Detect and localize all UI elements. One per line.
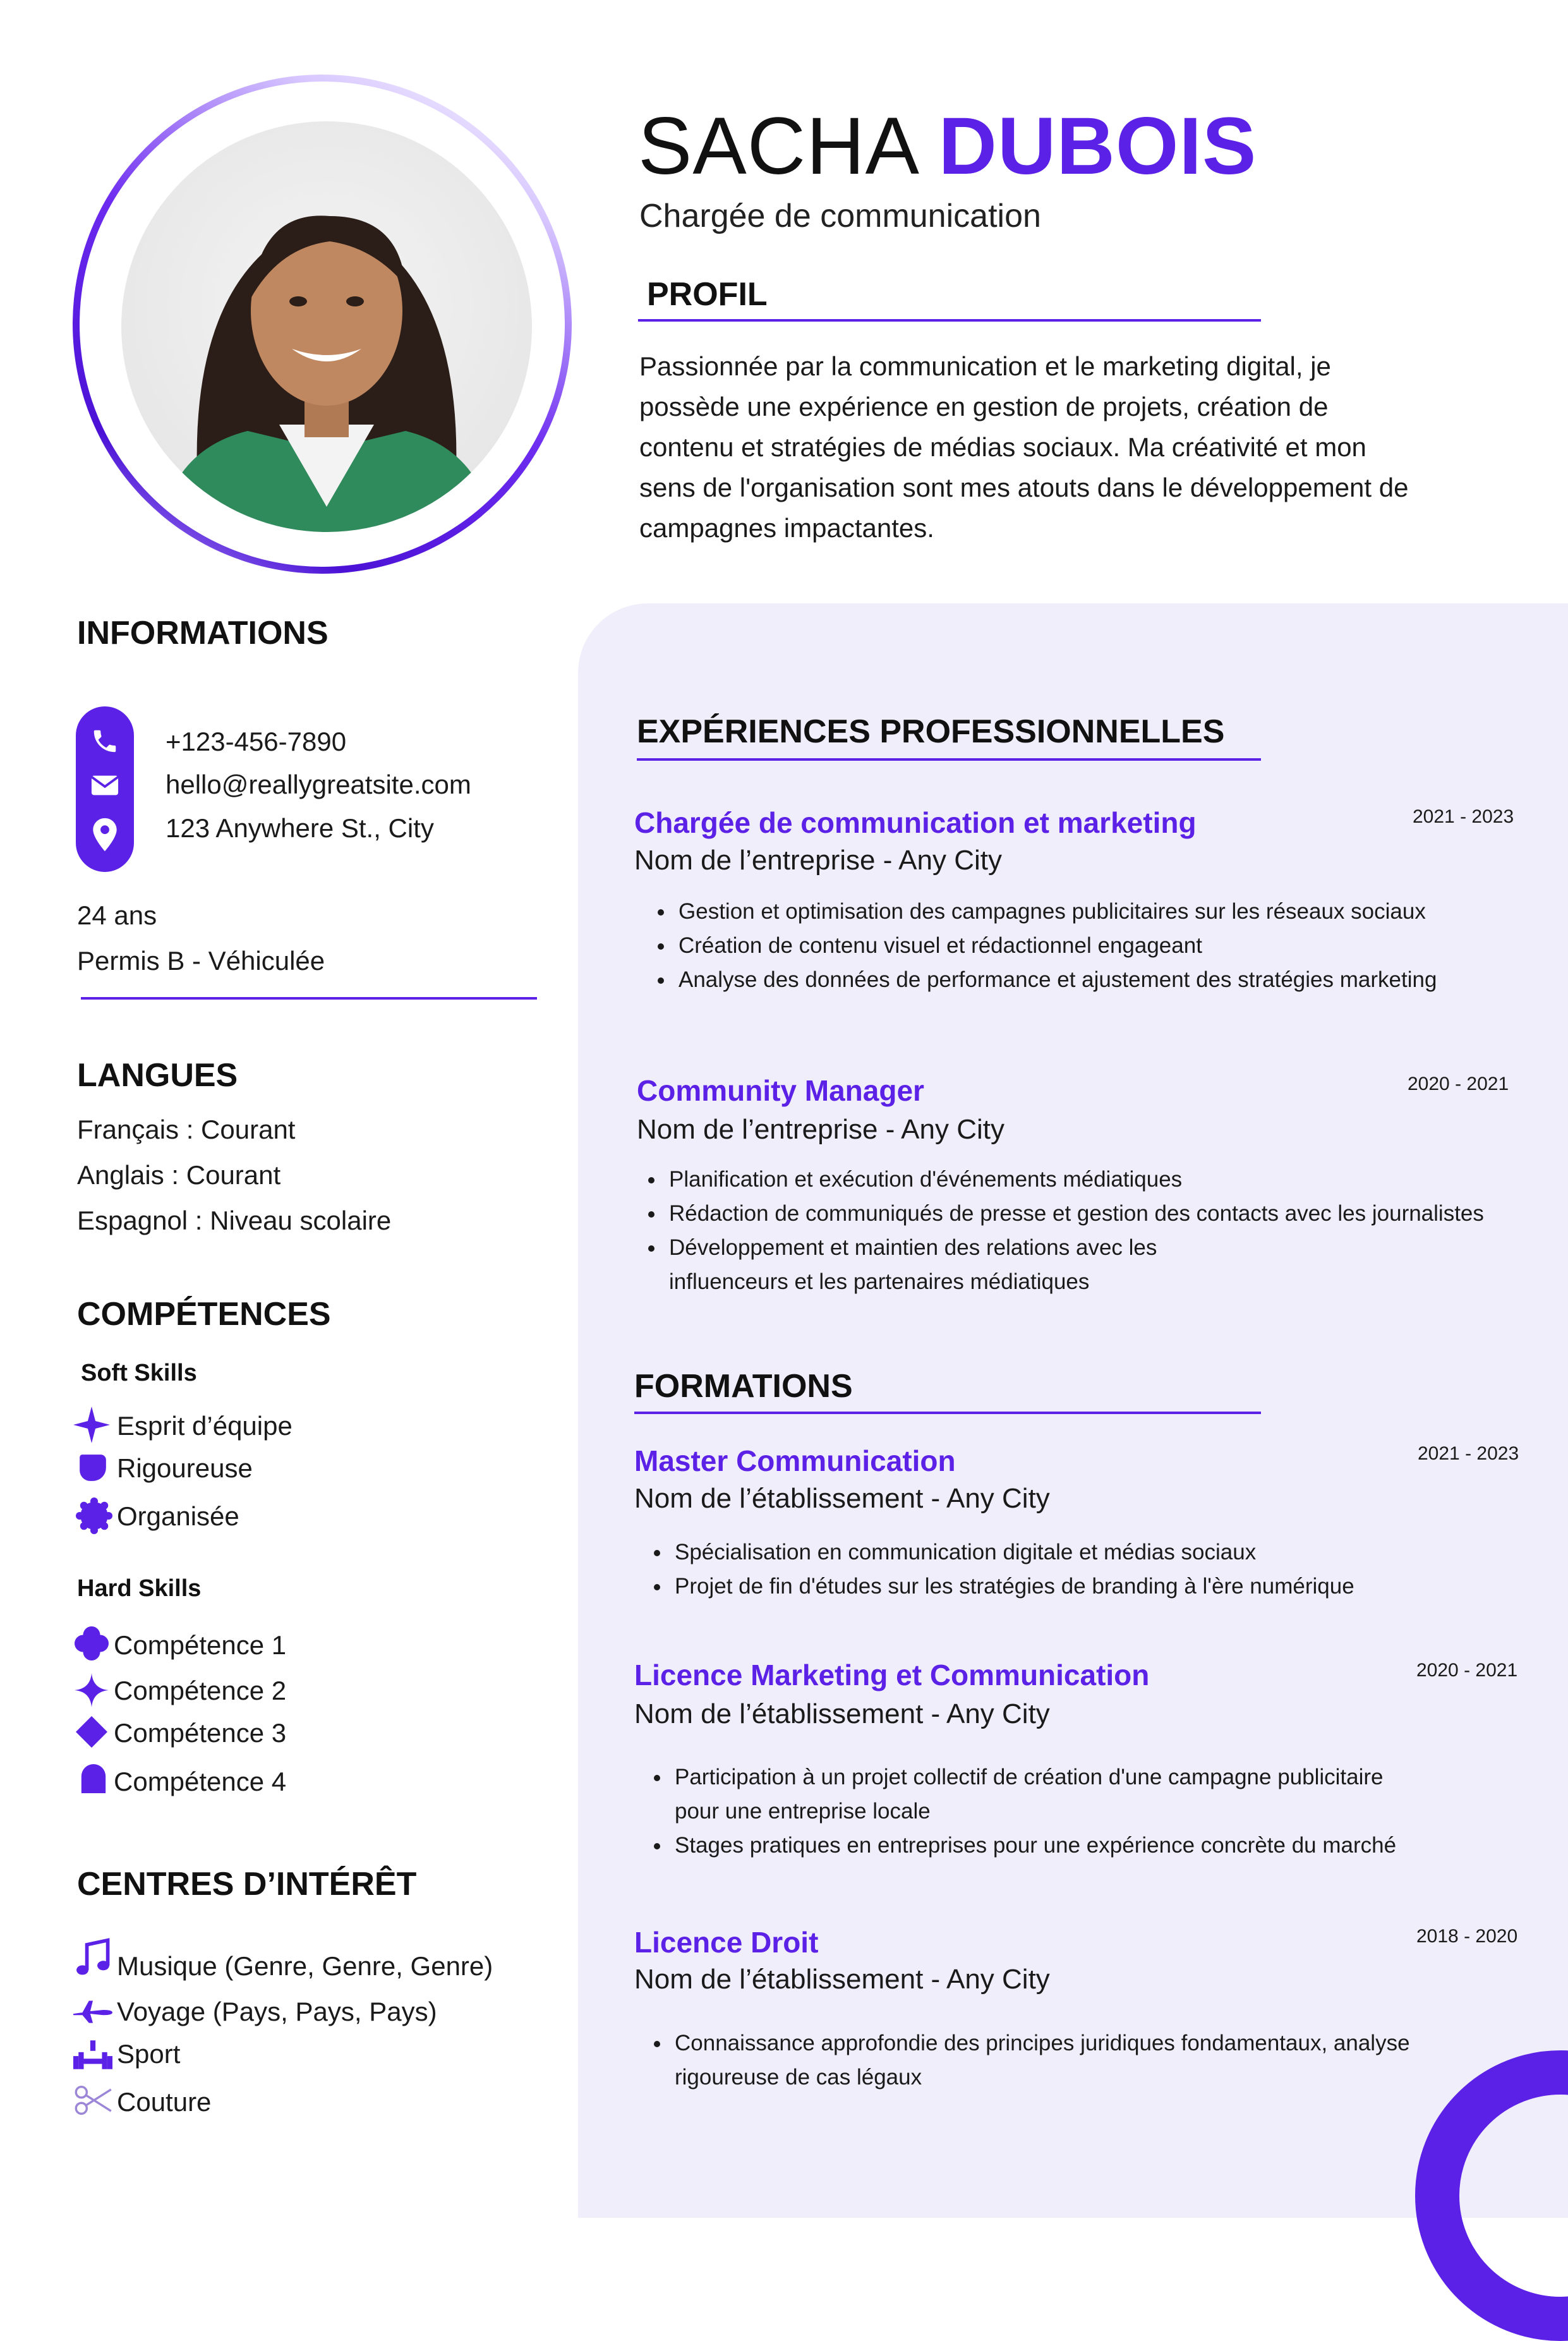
clover-icon: [75, 1626, 109, 1660]
email-icon: [90, 773, 119, 798]
formation-role: Licence Marketing et Communication: [634, 1659, 1150, 1691]
phone-text: +123-456-7890: [166, 727, 347, 756]
informations-rule: [81, 997, 537, 1000]
langues-title: LANGUES: [77, 1057, 238, 1094]
phone-icon: [90, 725, 119, 757]
scissors-needle-icon: [73, 2084, 114, 2117]
hard-skills-title: Hard Skills: [77, 1575, 202, 1602]
formation-dates: 2018 - 2020: [1416, 1926, 1518, 1947]
arch-shape-icon: [81, 1764, 106, 1793]
experience-role: Chargée de communication et marketing: [634, 806, 1197, 839]
bullet-item: • Création de contenu visuel et rédactionnel engageant: [675, 929, 1568, 963]
interets-title: CENTRES D’INTÉRÊT: [77, 1866, 417, 1902]
formation-role: Master Communication: [634, 1444, 956, 1477]
bullet-item: • Spécialisation en communication digitale et médias sociaux: [671, 1535, 1555, 1570]
job-title: Chargée de communication: [639, 198, 1041, 234]
formation-company: Nom de l’établissement - Any City: [634, 1964, 1050, 1995]
formation-company: Nom de l’établissement - Any City: [634, 1698, 1050, 1729]
hard-skill: Compétence 4: [114, 1767, 287, 1796]
formation-bullets: [634, 1535, 1555, 1604]
contact-icons-pill: [76, 706, 134, 872]
formations-rule: [634, 1412, 1261, 1414]
bullet-item: • Projet de fin d'études sur les stratégies de branding à l'ère numérique: [671, 1570, 1555, 1604]
flower-badge-icon: [76, 1497, 112, 1534]
experience-company: Nom de l’entreprise - Any City: [634, 845, 1002, 876]
full-name: [638, 101, 1257, 191]
language-item: Français : Courant: [77, 1115, 296, 1144]
language-item: Espagnol : Niveau scolaire: [77, 1206, 392, 1235]
profile-text: Passionnée par la communication et le marketing digital, je possède une expérience en gestion de projets, création de contenu et stratégies de médias sociaux. Ma créativité et mon sens de l'organisation sont mes atouts dans le développement de campagnes impactantes.: [639, 351, 1409, 543]
formation-company: Nom de l’établissement - Any City: [634, 1483, 1050, 1514]
experience-role: Community Manager: [637, 1074, 924, 1107]
bullet-item: • Développement et maintien des relations avec les influenceurs et les partenaires médiatiques: [665, 1231, 1568, 1299]
interest-item: Voyage (Pays, Pays, Pays): [117, 1997, 437, 2026]
experience-bullets: [638, 895, 1568, 997]
bullet-item: • Rédaction de communiqués de presse et gestion des contacts avec les journalistes: [665, 1197, 1568, 1231]
bullet-item: • Analyse des données de performance et ajustement des stratégies marketing: [675, 963, 1568, 997]
formation-bullets: [634, 1760, 1423, 1863]
portrait-illustration: [121, 121, 532, 532]
profile-rule: [638, 319, 1261, 322]
leaf-shape-icon: [77, 1452, 109, 1484]
formations-title: FORMATIONS: [634, 1368, 853, 1405]
bullet-item: • Stages pratiques en entreprises pour une expérience concrète du marché: [671, 1829, 1423, 1863]
formation-dates: 2021 - 2023: [1418, 1443, 1519, 1464]
email-text: hello@reallygreatsite.com: [166, 770, 471, 799]
interest-item: Sport: [117, 2039, 181, 2069]
airplane-icon: [72, 1997, 114, 2026]
age-text: 24 ans: [77, 900, 157, 930]
interest-item: Musique (Genre, Genre, Genre): [117, 1951, 493, 1981]
location-icon: [90, 817, 119, 852]
bullet-item: • Participation à un projet collectif de création d'une campagne publicitaire pour une entreprise locale: [671, 1760, 1423, 1829]
informations-title: INFORMATIONS: [77, 615, 329, 651]
experiences-title: EXPÉRIENCES PROFESSIONNELLES: [637, 713, 1225, 750]
diamond-icon: [76, 1716, 107, 1748]
formation-bullets: [634, 2026, 1429, 2095]
language-item: Anglais : Courant: [77, 1160, 281, 1190]
bullet-item: • Gestion et optimisation des campagnes publicitaires sur les réseaux sociaux: [675, 895, 1568, 929]
experience-dates: 2021 - 2023: [1413, 806, 1514, 827]
soft-skill: Rigoureuse: [117, 1453, 253, 1483]
formation-role: Licence Droit: [634, 1926, 819, 1959]
hard-skill: Compétence 1: [114, 1630, 287, 1660]
license-text: Permis B - Véhiculée: [77, 946, 325, 976]
profile-photo: [121, 121, 532, 532]
hard-skill: Compétence 3: [114, 1718, 287, 1748]
bullet-item: • Planification et exécution d'événements médiatiques: [665, 1163, 1568, 1197]
interest-item: Couture: [117, 2087, 212, 2117]
formation-dates: 2020 - 2021: [1416, 1660, 1518, 1681]
profile-title: PROFIL: [647, 276, 768, 313]
experience-company: Nom de l’entreprise - Any City: [637, 1114, 1004, 1145]
soft-skill: Esprit d’équipe: [117, 1411, 292, 1441]
address-text: 123 Anywhere St., City: [166, 813, 434, 843]
last-name: DUBOIS: [938, 101, 1257, 191]
experience-bullets: [629, 1163, 1568, 1299]
four-point-star-icon: [73, 1406, 110, 1443]
experiences-rule: [637, 758, 1261, 761]
soft-skills-title: Soft Skills: [81, 1360, 197, 1386]
soft-skill: Organisée: [117, 1501, 239, 1531]
sparkle-icon: [75, 1673, 109, 1707]
bullet-item: • Connaissance approfondie des principes juridiques fondamentaux, analyse rigoureuse de cas légaux: [671, 2026, 1429, 2095]
hard-skill: Compétence 2: [114, 1676, 287, 1705]
dumbbell-icon: [73, 2040, 112, 2070]
competences-title: COMPÉTENCES: [77, 1296, 331, 1333]
first-name: SACHA: [638, 101, 915, 191]
music-note-icon: [75, 1937, 111, 1979]
experience-dates: 2020 - 2021: [1408, 1074, 1509, 1094]
